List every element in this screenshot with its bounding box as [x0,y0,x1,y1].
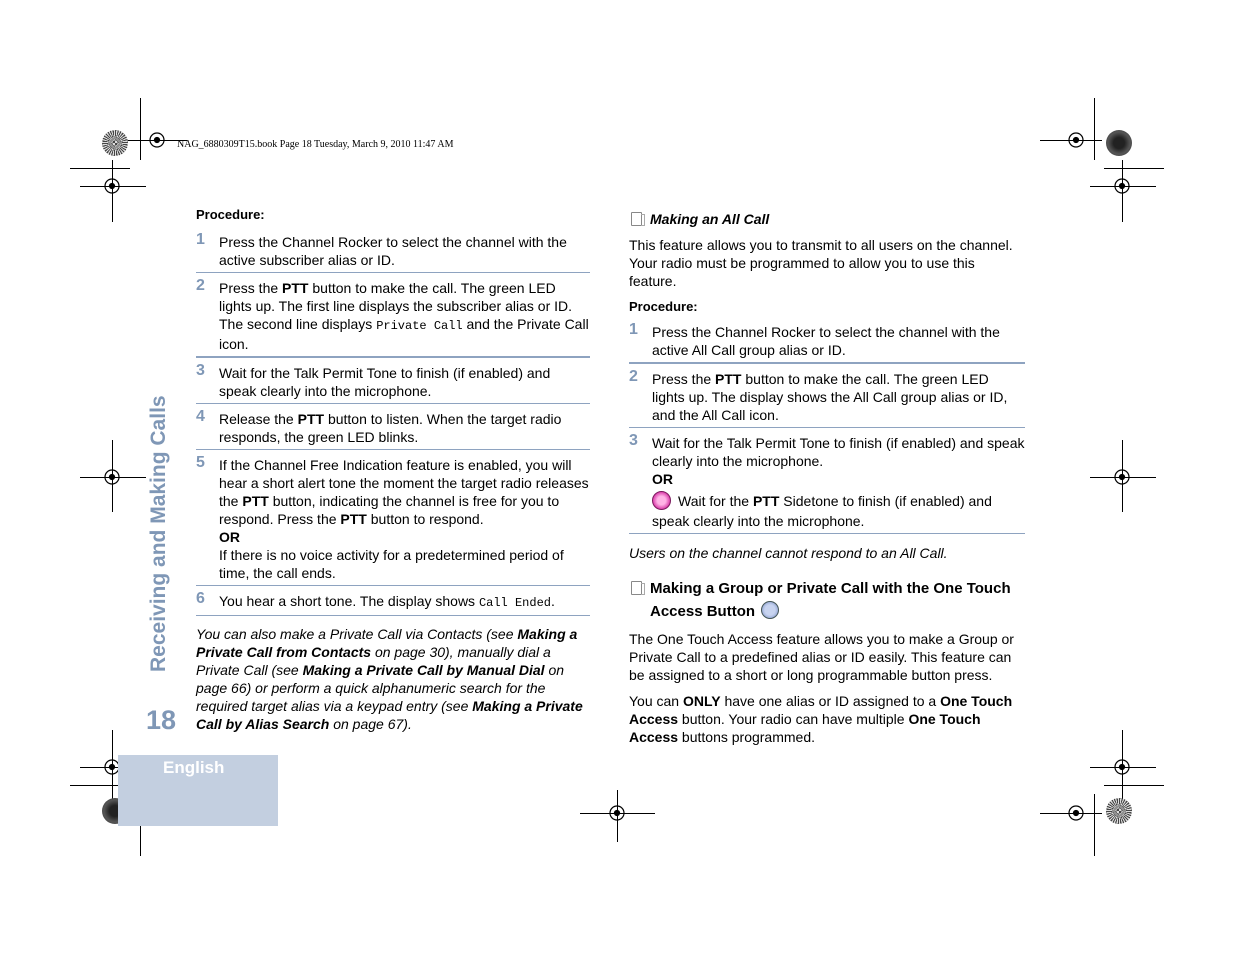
language-label: English [163,758,225,777]
step: 3 Wait for the Talk Permit Tone to finish (if enabled) and speak clearly into the microphone. OR Wait for the PTT Sidetone to finish (if enabled) and speak clearly into the microphone. [629,434,1025,534]
all-call-intro: This feature allows you to transmit to all users on the channel. Your radio must be programmed to allow you to use this feature. [629,237,1013,289]
one-touch-details: You can ONLY have one alias or ID assigned to a One Touch Access button. Your radio can have multiple One Touch Access buttons programmed. [629,692,1013,745]
registration-burst-icon [1106,798,1132,824]
step: 4 Release the PTT button to listen. When the target radio responds, the green LED blinks. [196,410,590,450]
language-tab [118,755,278,826]
step: 1 Press the Channel Rocker to select the channel with the active All Call group alias or ID. [629,323,1025,364]
procedure-heading: Procedure: [629,299,698,314]
registration-burst-icon [1106,130,1132,156]
step: 2 Press the PTT button to make the call. The green LED lights up. The first line displays the subscriber alias or ID. The second line displays Private Call and the Private Call icon. [196,279,590,358]
step: 1 Press the Channel Rocker to select the channel with the active subscriber alias or ID. [196,233,590,273]
step: 2 Press the PTT button to make the call. The green LED lights up. The display shows the All Call group alias or ID, and the All Call icon. [629,370,1025,428]
page-number: 18 [146,705,177,735]
book-header: NAG_6880309T15.book Page 18 Tuesday, March 9, 2010 11:47 AM [177,139,454,150]
section-one-touch-title: Making a Group or Private Call with the One Touch Access Button [629,577,1025,623]
step: 5 If the Channel Free Indication feature is enabled, you will hear a short alert tone the moment the target radio releases the PTT button, indicating the channel is free for you to respond. Press the PTT button to respond. OR If there is no voice activity for a predetermined period of time, the call ends. [196,456,590,586]
left-column [196,206,590,733]
chapter-title: Receiving and Making Calls [147,395,170,672]
private-call-note: You can also make a Private Call via Contacts (see Making a Private Call from Contacts on page 30), manually dial a Private Call (see Making a Private Call by Manual Dial on page 66) or perform a quick alphanumeric search for the required target alias via a keypad entry (see Making a Private Call by Alias Search on page 67). [196,626,583,732]
step: 3 Wait for the Talk Permit Tone to finish (if enabled) and speak clearly into the microphone. [196,364,590,404]
link-private-call-alias-search[interactable]: Making a Private Call by Alias Search [196,698,583,732]
right-column [629,210,1025,746]
ptt-sidetone-icon [652,491,671,510]
document-icon [631,212,642,226]
all-call-note: Users on the channel cannot respond to an All Call. [629,544,948,561]
link-private-call-manual-dial[interactable]: Making a Private Call by Manual Dial [302,662,545,678]
section-all-call-title: Making an All Call [629,210,1025,228]
document-icon [631,581,642,595]
registration-burst-icon [102,130,128,156]
step: 6 You hear a short tone. The display shows Call Ended. [196,592,590,616]
one-touch-button-icon [761,601,779,619]
one-touch-intro: The One Touch Access feature allows you to make a Group or Private Call to a predefined alias or ID easily. This feature can be assigned to a short or long programmable button press. [629,630,1014,683]
procedure-heading: Procedure: [196,207,265,222]
link-private-call-from-contacts[interactable]: Making a Private Call from Contacts [196,626,578,660]
